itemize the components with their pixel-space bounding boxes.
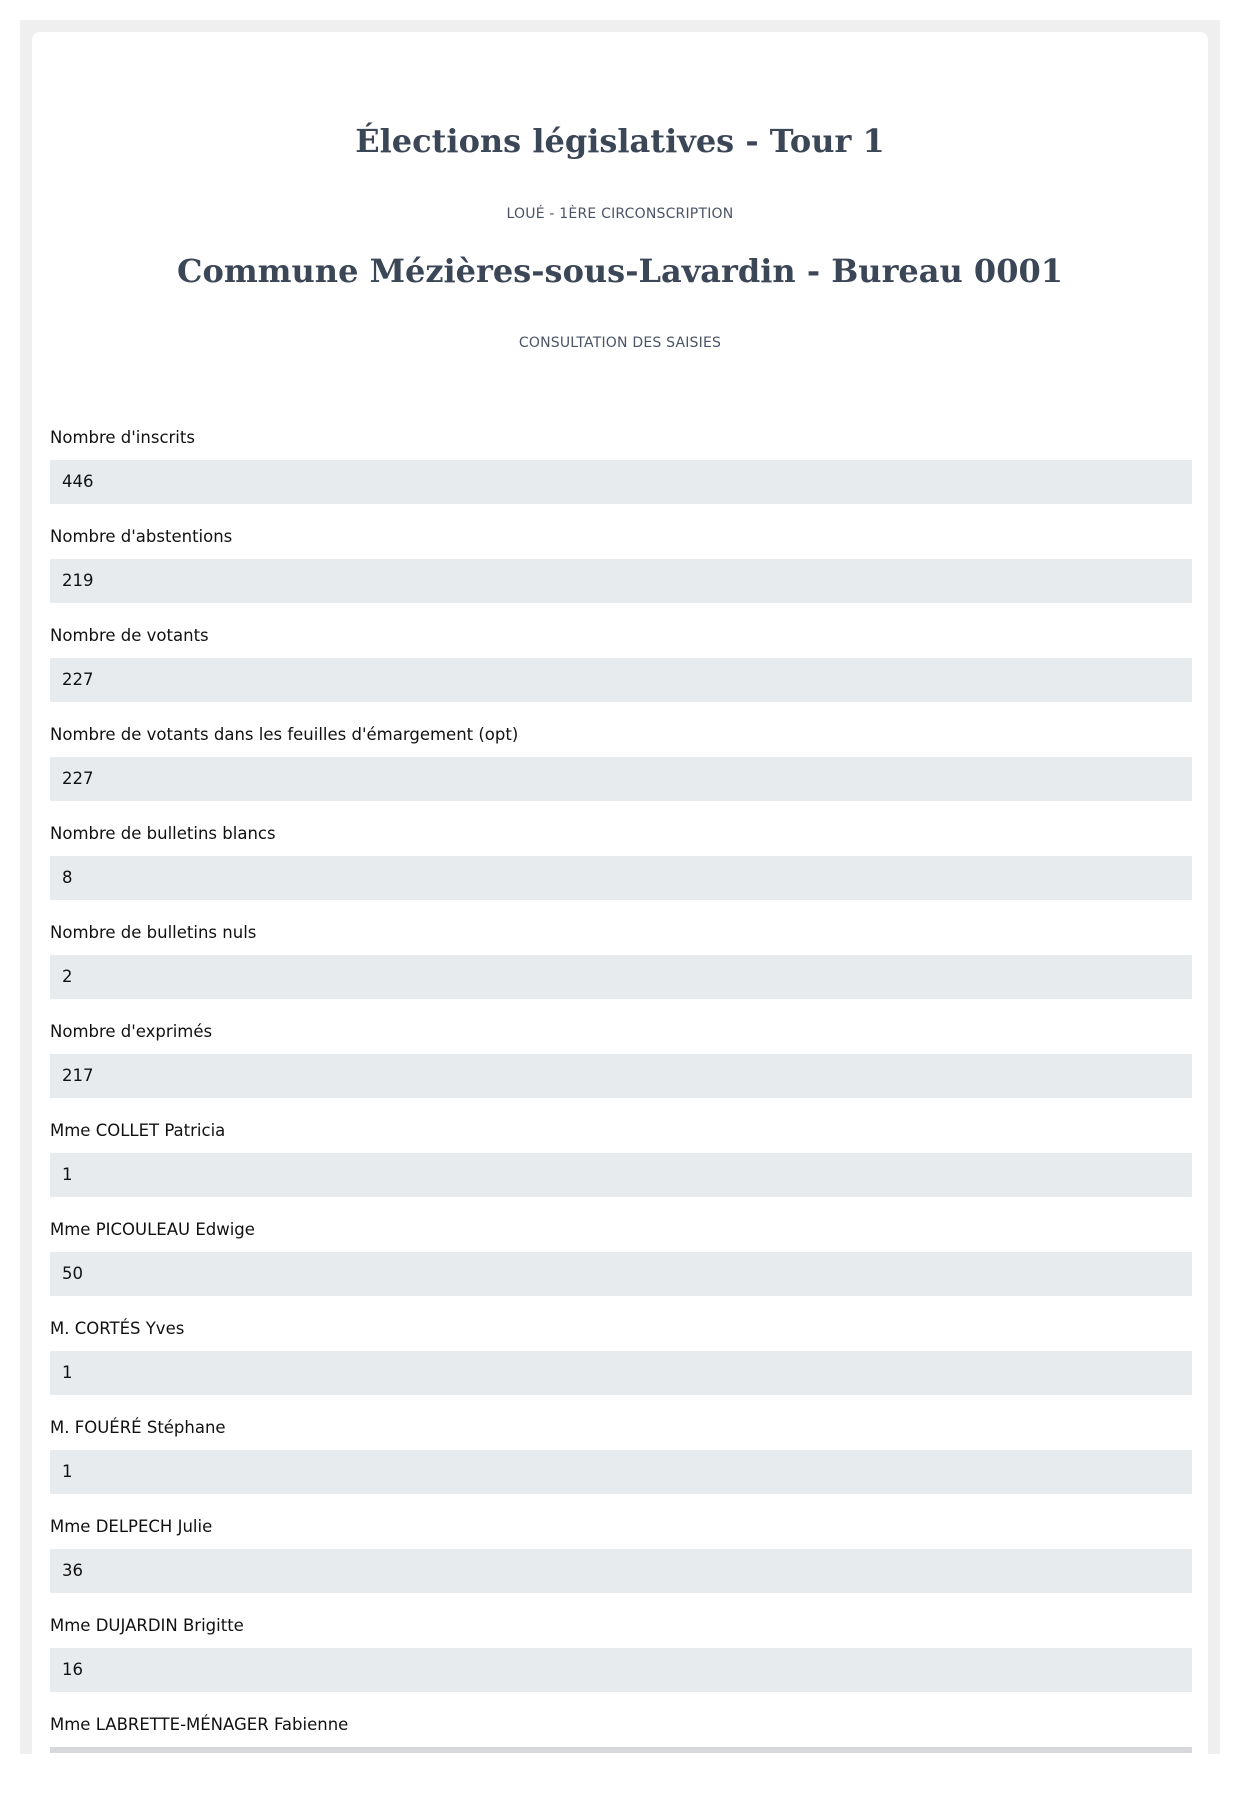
field-votants (50, 614, 1192, 713)
field-label: Nombre de votants dans les feuilles d'émargement (opt) (50, 725, 519, 744)
field-label: Nombre d'inscrits (50, 428, 195, 447)
field-label: Mme DUJARDIN Brigitte (50, 1616, 244, 1635)
commune-title: Commune Mézières-sous-Lavardin - Bureau 0001 (177, 252, 1063, 290)
field-label: M. FOUÉRÉ Stéphane (50, 1418, 226, 1437)
field-label: Mme LABRETTE-MÉNAGER Fabienne (50, 1715, 349, 1734)
field-value[interactable]: 8 (50, 856, 1192, 900)
field-value[interactable]: 1 (50, 1153, 1192, 1197)
field-value[interactable]: 217 (50, 1054, 1192, 1098)
field-exprimes (50, 1010, 1192, 1109)
results-card (32, 32, 1208, 1772)
field-value[interactable]: 2 (50, 955, 1192, 999)
field-nuls (50, 911, 1192, 1010)
field-label: Nombre de votants (50, 626, 209, 645)
field-candidate-labrette-menager (50, 1703, 1192, 1802)
field-inscrits (50, 416, 1192, 515)
field-abstentions (50, 515, 1192, 614)
constituency-label: LOUÉ - 1ÈRE CIRCONSCRIPTION (506, 206, 734, 222)
page-frame (20, 20, 1220, 1754)
field-label: Mme DELPECH Julie (50, 1517, 213, 1536)
field-candidate-picouleau (50, 1208, 1192, 1307)
field-candidate-delpech (50, 1505, 1192, 1604)
field-value[interactable]: 16 (50, 1648, 1192, 1692)
field-value[interactable] (50, 1747, 1192, 1753)
field-value[interactable]: 1 (50, 1351, 1192, 1395)
mode-label: CONSULTATION DES SAISIES (518, 335, 722, 351)
field-value[interactable]: 219 (50, 559, 1192, 603)
field-candidate-cortes (50, 1307, 1192, 1406)
field-label: Nombre de bulletins blancs (50, 824, 276, 843)
field-label: Nombre d'abstentions (50, 527, 233, 546)
results-form (50, 416, 1192, 1802)
field-value[interactable]: 50 (50, 1252, 1192, 1296)
field-label: Mme PICOULEAU Edwige (50, 1220, 255, 1239)
field-label: M. CORTÉS Yves (50, 1319, 185, 1338)
field-value[interactable]: 36 (50, 1549, 1192, 1593)
page-title: Élections législatives - Tour 1 (355, 122, 885, 160)
field-label: Mme COLLET Patricia (50, 1121, 226, 1140)
field-candidate-dujardin (50, 1604, 1192, 1703)
field-votants-emargement (50, 713, 1192, 812)
field-candidate-fouere (50, 1406, 1192, 1505)
field-label: Nombre de bulletins nuls (50, 923, 257, 942)
field-label: Nombre d'exprimés (50, 1022, 213, 1041)
field-value[interactable]: 446 (50, 460, 1192, 504)
field-candidate-collet (50, 1109, 1192, 1208)
field-value[interactable]: 1 (50, 1450, 1192, 1494)
field-blancs (50, 812, 1192, 911)
field-value[interactable]: 227 (50, 757, 1192, 801)
field-value[interactable]: 227 (50, 658, 1192, 702)
